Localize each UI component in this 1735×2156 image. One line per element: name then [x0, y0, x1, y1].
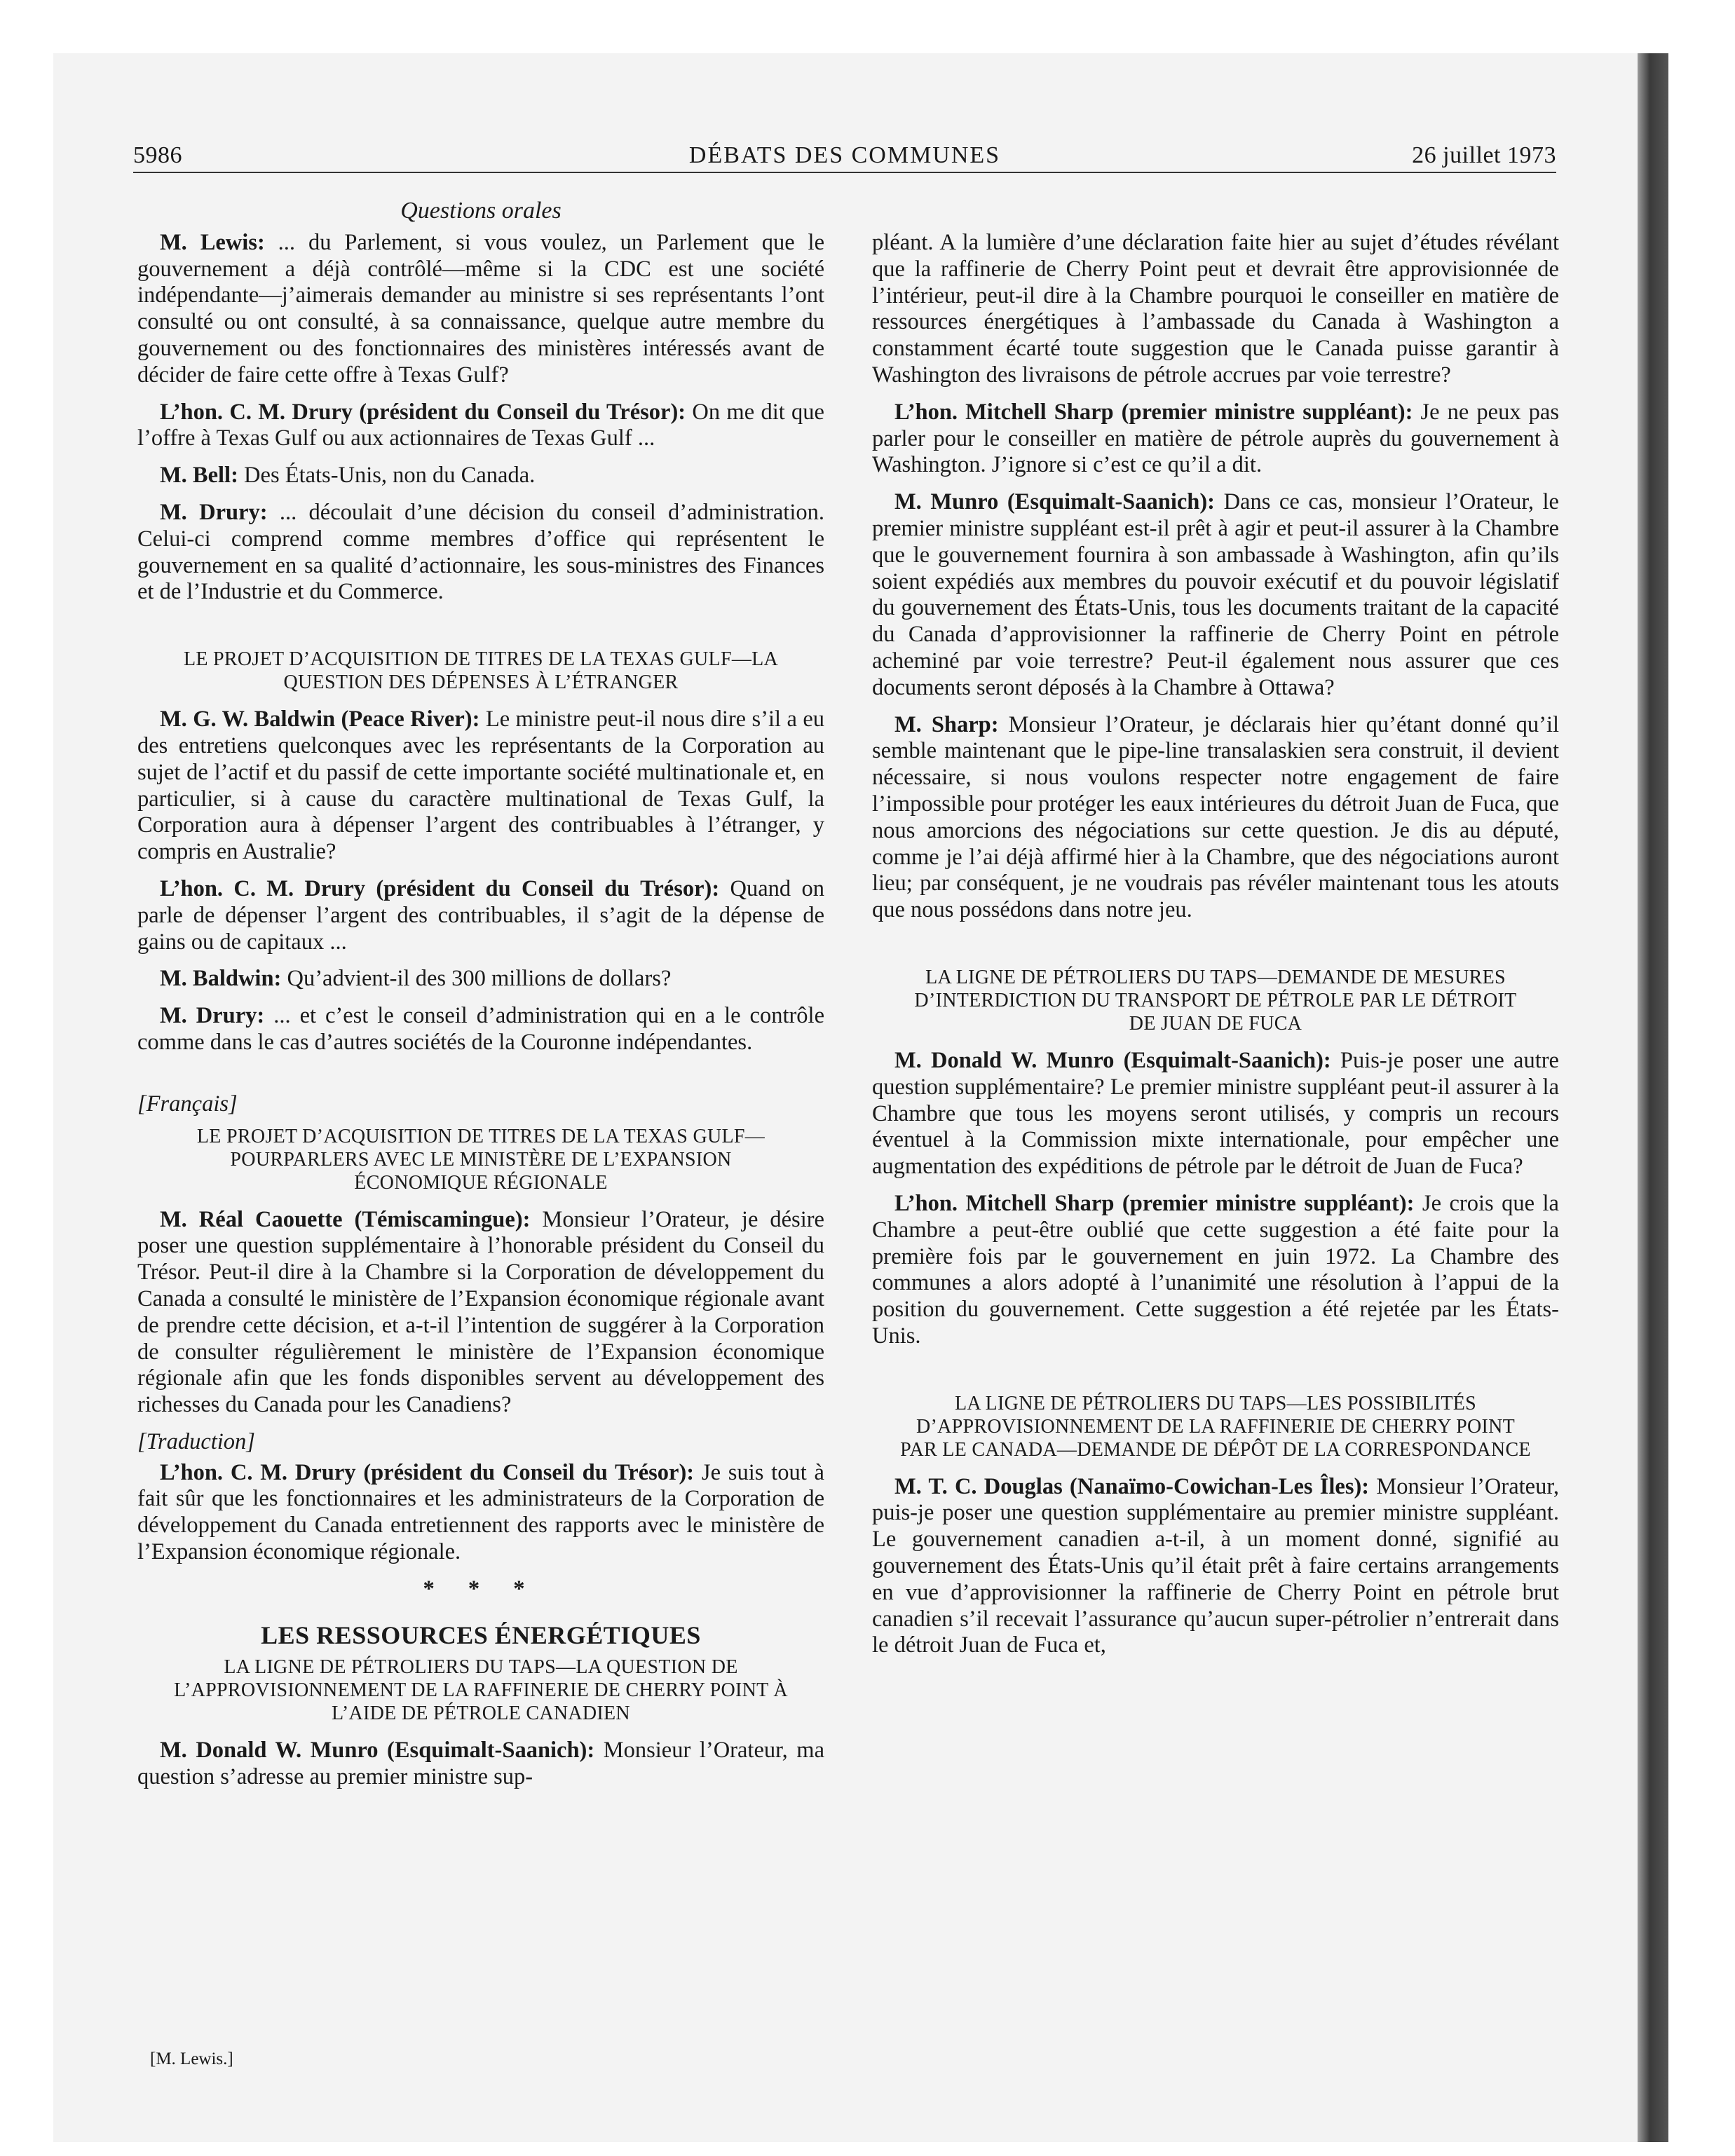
page-footnote: [M. Lewis.]: [150, 2049, 233, 2068]
paragraph: [137, 230, 824, 389]
section-heading: LES RESSOURCES ÉNERGÉTIQUES: [261, 1621, 701, 1649]
paragraph: [872, 489, 1559, 701]
scan-edge: [1638, 53, 1668, 2142]
speech: ... du Parlement, si vous voulez, un Parlement que le gouvernement a déjà contrôlé—même si la CDC est une société indépendante—j’aimerais demander au ministre si ses représentants l’ont consulté ou ont consulté, à sa connaissance, quelque autre membre du gouvernement ou des fonctionnaires des ministères intéressés avant de décider de faire cette offre à Texas Gulf?: [137, 229, 825, 388]
paragraph: [872, 712, 1559, 924]
speaker: L’hon. C. M. Drury (président du Conseil du Trésor):: [160, 399, 686, 425]
language-marker: [Français]: [137, 1091, 238, 1117]
paragraph: [872, 230, 1559, 389]
speaker: L’hon. C. M. Drury (président du Conseil du Trésor):: [160, 875, 720, 901]
speaker: M. T. C. Douglas (Nanaïmo-Cowichan-Les Îles):: [894, 1473, 1370, 1499]
section-label: Questions orales: [400, 198, 562, 224]
speaker: L’hon. Mitchell Sharp (premier ministre suppléant):: [894, 399, 1413, 425]
speech: Je suis tout à fait sûr que les fonctionnaires et les administrateurs de la Corporation de développement du Canada entretiennent des rapports avec le ministère de l’Expansion économique régionale.: [137, 1459, 824, 1565]
paragraph: [137, 876, 824, 955]
paragraph: [137, 500, 824, 606]
paragraph: [137, 1207, 824, 1419]
speaker: M. Sharp:: [894, 711, 999, 737]
speech: pléant. A la lumière d’une déclaration faite hier au sujet d’études révélant que la raffinerie de Cherry Point peut et devrait être approvisionnée de l’intérieur, peut-il dire à la Chambre pourquoi le conseiller en matière de ressources énergétiques à l’ambassade du Canada à Washington a constamment écarté toute suggestion que le Canada puisse garantir à Washington des livraisons de pétrole accrues par voie terrestre?: [872, 230, 1559, 388]
paragraph: [872, 1048, 1559, 1180]
speech: Je crois que la Chambre a peut-être oublié que cette suggestion a été faite pour la première fois par le gouvernement en juin 1972. La Chambre des communes a alors adopté à l’unanimité une résolution à l’appui de la position du gouvernement. Cette suggestion a été rejetée par les États-Unis.: [872, 1190, 1559, 1349]
speech: Puis-je poser une autre question supplémentaire? Le premier ministre suppléant peut-il assurer à la Chambre que tous les moyens seront utilisés, y compris un recours éventuel à la Commission mixte internationale, pour empêcher une augmentation des expéditions de pétrole par le détroit de Juan de Fuca?: [872, 1047, 1559, 1180]
paragraph: [137, 707, 824, 866]
speaker: M. Munro (Esquimalt-Saanich):: [894, 489, 1215, 515]
publication-title: DÉBATS DES COMMUNES: [688, 142, 1001, 168]
left-column: [137, 198, 824, 1801]
speech: Monsieur l’Orateur, puis-je poser une question supplémentaire au premier ministre suppléant. Le gouvernement canadien a-t-il, à un moment donné, signifié au gouvernement des États-Unis qu’il était prêt à faire certains arrangements en vue d’approvisionner la raffinerie de Cherry Point en pétrole brut canadien s’il recevait l’assurance qu’aucun super-pétrolier n’entrerait dans le détroit Juan de Fuca et,: [872, 1473, 1559, 1658]
speech: Dans ce cas, monsieur l’Orateur, le premier ministre suppléant est-il prêt à agir et peut-il assurer à la Chambre que le gouvernement fournira à son ambassade à Washington, afin qu’ils soient expédiés aux membres du pouvoir exécutif et du pouvoir législatif du gouvernement des États-Unis, tous les documents traitant de la capacité du Canada d’approvisionner la raffinerie de Cherry Point en pétrole acheminé par voie terrestre? Peut-il également nous assurer que ces documents seront déposés à la Chambre à Ottawa?: [872, 489, 1559, 700]
paragraph: [137, 463, 824, 489]
language-marker: [Traduction]: [137, 1428, 255, 1454]
paragraph: [872, 400, 1559, 479]
paragraph: [872, 1191, 1559, 1350]
speech: ... découlait d’une décision du conseil d’administration. Celui-ci comprend comme membres d’office qui représentent le gouvernement en sa qualité d’actionnaire, les sous-ministres des Finances et de l’Industrie et du Commerce.: [137, 499, 824, 605]
rubric-heading: LE PROJET D’ACQUISITION DE TITRES DE LA TEXAS GULF—POURPARLERS AVEC LE MINISTÈRE DE L’EXPANSION ÉCONOMIQUE RÉGIONALE: [196, 1125, 766, 1194]
speaker: L’hon. Mitchell Sharp (premier ministre suppléant):: [894, 1190, 1415, 1216]
speech: Quand on parle de dépenser l’argent des contribuables, il s’agit de la dépense de gains ou de capitaux ...: [137, 875, 824, 955]
speech: On me dit que l’offre à Texas Gulf ou aux actionnaires de Texas Gulf ...: [137, 399, 824, 451]
paragraph: [137, 966, 824, 992]
speech: Des États-Unis, non du Canada.: [238, 463, 536, 489]
right-column: [872, 230, 1559, 1670]
speaker: M. Drury:: [160, 1003, 265, 1029]
speaker: L’hon. C. M. Drury (président du Conseil du Trésor):: [160, 1459, 695, 1485]
paragraph: [872, 1474, 1559, 1660]
speaker: M. Donald W. Munro (Esquimalt-Saanich):: [160, 1738, 595, 1763]
speaker: M. G. W. Baldwin (Peace River):: [160, 707, 480, 732]
paragraph: [137, 1460, 824, 1566]
paragraph: [137, 1738, 824, 1791]
section-separator: * * *: [423, 1576, 539, 1602]
rubric-heading: LA LIGNE DE PÉTROLIERS DU TAPS—LES POSSIBILITÉS D’APPROVISIONNEMENT DE LA RAFFINERIE DE CHERRY POINT PAR LE CANADA—DEMANDE DE DÉPÔT DE LA CORRESPONDANCE: [900, 1392, 1531, 1461]
paragraph: [137, 400, 824, 453]
page-number: 5986: [133, 142, 182, 168]
page-header: [133, 142, 1556, 173]
rubric-heading: LA LIGNE DE PÉTROLIERS DU TAPS—DEMANDE DE MESURES D’INTERDICTION DU TRANSPORT DE PÉTROLE PAR LE DÉTROIT DE JUAN DE FUCA: [914, 966, 1517, 1035]
speech: Monsieur l’Orateur, ma question s’adresse au premier ministre sup-: [137, 1738, 824, 1790]
speech: Qu’advient-il des 300 millions de dollars?: [281, 966, 672, 992]
speaker: M. Bell:: [160, 463, 238, 489]
rubric-heading: LA LIGNE DE PÉTROLIERS DU TAPS—LA QUESTION DE L’APPROVISIONNEMENT DE LA RAFFINERIE DE CHERRY POINT À L’AIDE DE PÉTROLE CANADIEN: [174, 1656, 788, 1725]
speech: Je ne peux pas parler pour le conseiller en matière de pétrole auprès du gouvernement à Washington. J’ignore si c’est ce qu’il a dit.: [872, 399, 1559, 478]
publication-date: 26 juillet 1973: [1412, 142, 1556, 168]
paragraph: [137, 1003, 824, 1056]
speaker: M. Réal Caouette (Témiscamingue):: [160, 1206, 531, 1232]
rubric-heading: LE PROJET D’ACQUISITION DE TITRES DE LA TEXAS GULF—LA QUESTION DES DÉPENSES À L’ÉTRANGER: [183, 648, 779, 694]
speaker: M. Baldwin:: [160, 966, 282, 992]
speaker: M. Lewis:: [160, 229, 265, 255]
speaker: M. Donald W. Munro (Esquimalt-Saanich):: [894, 1047, 1331, 1073]
speech: Le ministre peut-il nous dire s’il a eu des entretiens quelconques avec les représentants de la Corporation au sujet de l’actif et du passif de cette importante société multinationale et, en particulier, si à cause du caractère multinational de Texas Gulf, la Corporation aura à dépenser l’argent des contribuables à l’étranger, y compris en Australie?: [137, 707, 825, 865]
speaker: M. Drury:: [160, 499, 268, 525]
speech: ... et c’est le conseil d’administration qui en a le contrôle comme dans le cas d’autres sociétés de la Couronne indépendantes.: [137, 1003, 824, 1055]
speech: Monsieur l’Orateur, je désire poser une question supplémentaire à l’honorable président du Conseil du Trésor. Peut-il dire à la Chambre si la Corporation de développement du Canada a consulté le ministère de l’Expansion économique régionale avant de prendre cette décision, et a-t-il l’intention de suggérer à la Corporation de consulter régulièrement le ministère de l’Expansion économique régionale afin que les fonds disponibles servent au développement des richesses du Canada pour les Canadiens?: [137, 1206, 824, 1418]
speech: Monsieur l’Orateur, je déclarais hier qu’étant donné qu’il semble maintenant que le pipe-line transalaskien sera construit, il devient nécessaire, si nous voulons respecter notre engagement de faire l’impossible pour protéger les eaux intérieures du détroit Juan de Fuca, que nous amorcions des négociations sur cette question. Je dis au député, comme je l’ai déjà affirmé hier à la Chambre, que des négociations auront lieu; par conséquent, je ne voudrais pas révéler maintenant tous les atouts que nous possédons dans notre jeu.: [872, 711, 1560, 923]
